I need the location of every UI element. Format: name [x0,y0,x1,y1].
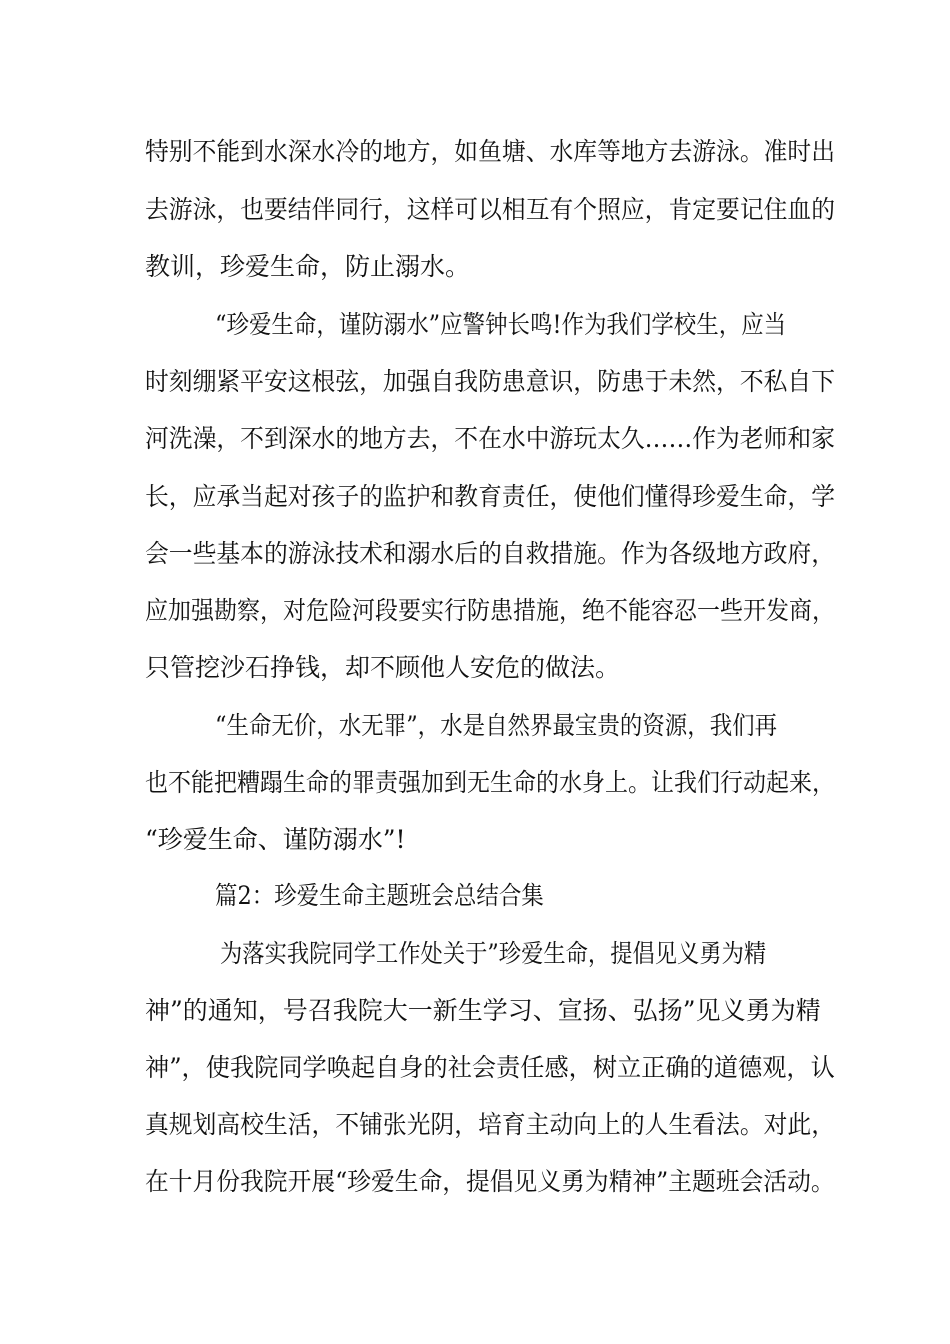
text-line: 教训，珍爱生命，防止溺水。 [145,252,471,281]
text-line: 时刻绷紧平安这根弦，加强自我防患意识，防患于未然，不私自下 [145,367,836,396]
text-line: “珍爱生命，谨防溺水”应警钟长鸣!作为我们学校生，应当 [215,310,787,339]
text-line: 也不能把糟蹋生命的罪责强加到无生命的水身上。让我们行动起来， [145,768,836,797]
text-line: 特别不能到水深水冷的地方，如鱼塘、水库等地方去游泳。准时出 [145,137,836,166]
text-line: 为落实我院同学工作处关于”珍爱生命，提倡见义勇为精 [220,939,767,968]
text-line: 在十月份我院开展“珍爱生命，提倡见义勇为精神”主题班会活动。 [145,1167,835,1196]
text-line: 长，应承当起对孩子的监护和教育责任，使他们懂得珍爱生命，学 [145,482,836,511]
text-line: “珍爱生命、谨防溺水”! [145,825,406,854]
text-line: 真规划高校生活，不铺张光阴，培育主动向上的人生看法。对此， [145,1110,836,1139]
text-line: 河洗澡，不到深水的地方去，不在水中游玩太久……作为老师和家 [145,424,836,453]
section-heading: 篇2：珍爱生命主题班会总结合集 [215,881,544,910]
text-line: “生命无价，水无罪”，水是自然界最宝贵的资源，我们再 [215,711,778,740]
text-line: 应加强勘察，对危险河段要实行防患措施，绝不能容忍一些开发商， [145,596,836,625]
text-line: 会一些基本的游泳技术和溺水后的自救措施。作为各级地方政府， [145,539,836,568]
text-line: 去游泳，也要结伴同行，这样可以相互有个照应，肯定要记住血的 [145,195,836,224]
text-line: 只管挖沙石挣钱，却不顾他人安危的做法。 [145,653,621,682]
text-line: 神”的通知，号召我院大一新生学习、宣扬、弘扬”见义勇为精 [145,996,821,1025]
text-line: 神”，使我院同学唤起自身的社会责任感，树立正确的道德观，认 [145,1053,835,1082]
